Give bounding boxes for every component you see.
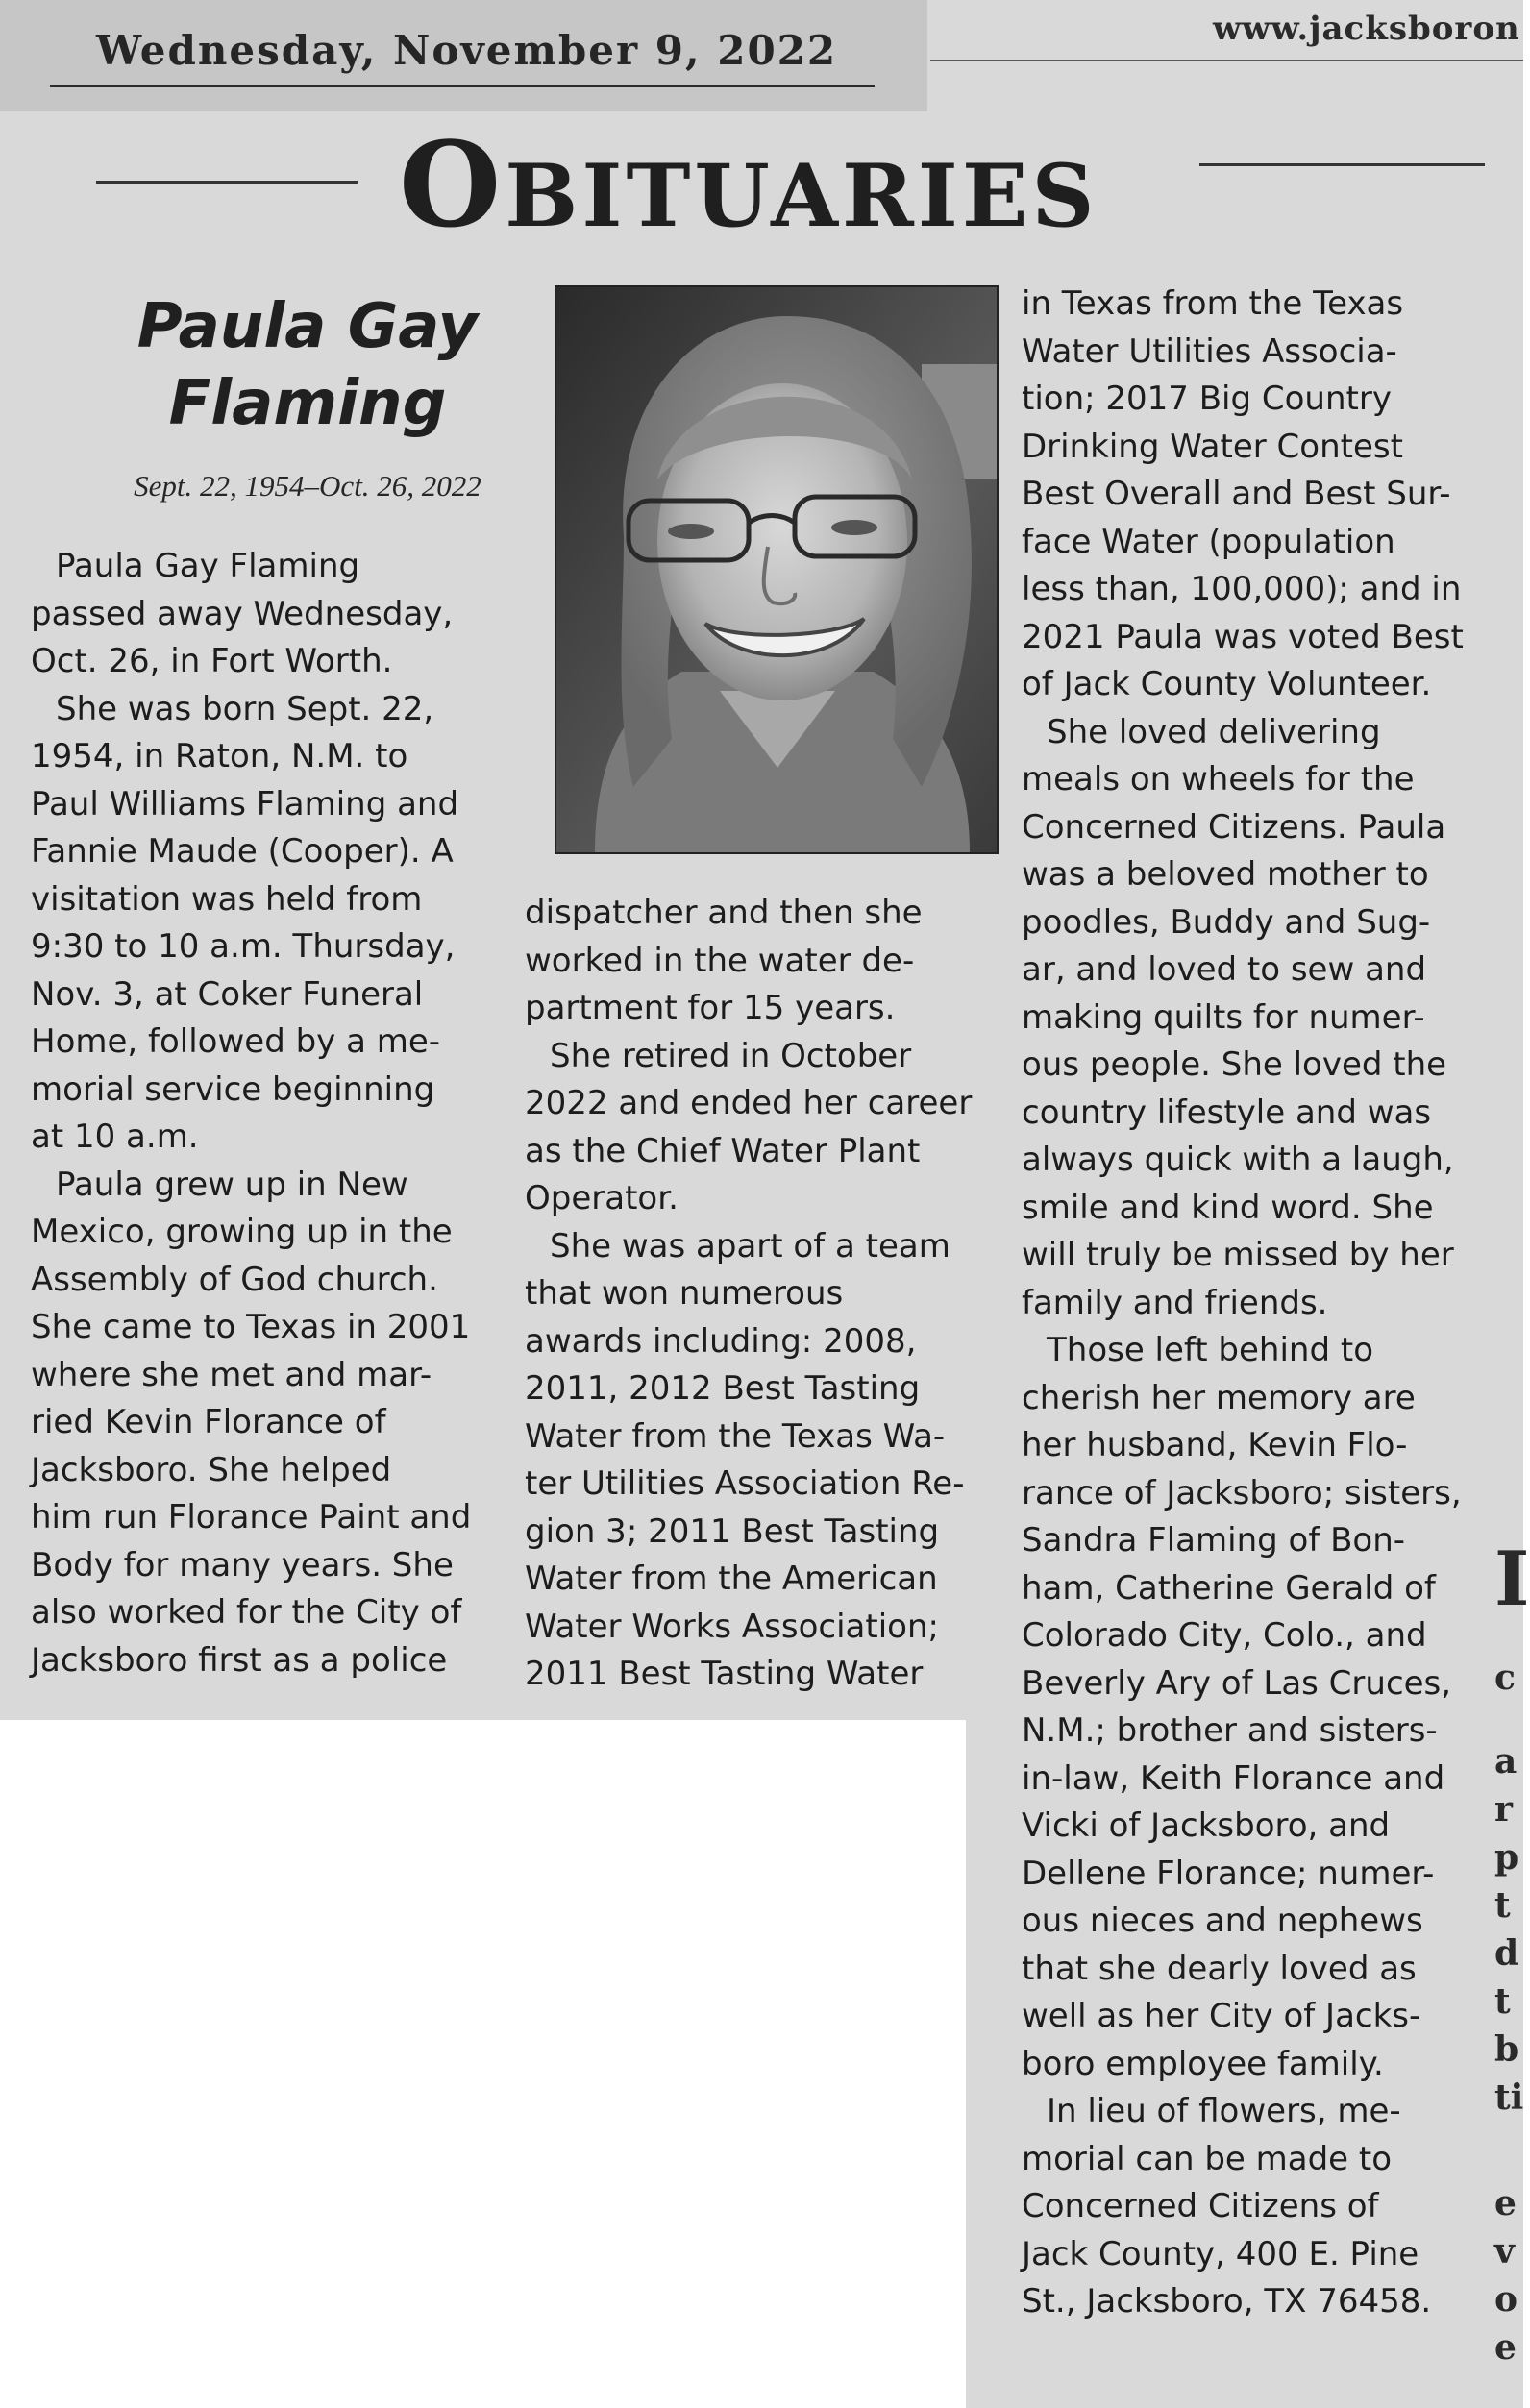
edge-fragment: t [1494, 1885, 1511, 1926]
edge-fragment: b [1494, 2029, 1519, 2070]
paragraph: She loved delivering meals on wheels for the Concerned Citizens. Paula was a beloved mother to poodles, Buddy and Sug- ar, and loved to sew and making quilts for numer- ous people. She loved the country lifestyle and was always quick with a laugh, smile and kind word. She will truly be missed by her family and friends. [1022, 712, 1454, 1322]
adjacent-column-fragment [1494, 1658, 1516, 1698]
edge-fragment: t [1494, 1981, 1511, 2022]
paragraph: She retired in October 2022 and ended her career as the Chief Water Plant Operator. [525, 1036, 973, 1217]
paragraph: Paula grew up in New Mexico, growing up in the Assembly of God church. She came to Texas in 2001 where she met and mar- ried Kevin Florance of Jacksboro. She helped him run Florance Paint and Body for many years. She also worked for the City of Jacksboro first as a police [31, 1165, 472, 1680]
life-dates: Sept. 22, 1954–Oct. 26, 2022 [134, 469, 481, 503]
portrait-photo [555, 285, 999, 854]
adjacent-column-fragment [1494, 2183, 1517, 2224]
heading-rule-left [96, 181, 358, 184]
adjacent-column-fragment [1494, 1536, 1530, 1623]
paragraph: dispatcher and then she worked in the water de- partment for 15 years. [525, 894, 923, 1027]
section-heading [399, 115, 1098, 259]
name-line-2: Flaming [168, 368, 447, 439]
obituary-column-1 [31, 543, 506, 1684]
paragraph: She was born Sept. 22, 1954, in Raton, N.M. to Paul Williams Flaming and Fannie Maude (Cooper). A visitation was held from 9:30 to 10 a.m. Thursday, Nov. 3, at Coker Funeral Home, followed by a me- morial service beginning at 10 a.m. [31, 689, 459, 1156]
edge-fragment: ti [1494, 2077, 1524, 2118]
paragraph: She was apart of a team that won numerous awards including: 2008, 2011, 2012 Best Tasting Water from the Texas Wa- ter Utilities Association Re- gion 3; 2011 Best Tasting Water from the American Water Works Association; 2011 Best Tasting Water [525, 1226, 965, 1693]
adjacent-column-fragment [1494, 2231, 1515, 2272]
heading-rest: BITUARIES [505, 145, 1098, 247]
adjacent-column-fragment [1494, 1741, 1517, 1781]
date-underline [50, 85, 875, 87]
adjacent-column-fragment [1494, 2077, 1523, 2118]
website-url: www.jacksboron [1213, 10, 1520, 48]
portrait-image [556, 287, 997, 852]
edge-fragment: v [1494, 2231, 1515, 2272]
name-line-1: Paula Gay [136, 291, 479, 362]
date-banner [0, 0, 927, 111]
heading-initial: O [399, 115, 506, 254]
paragraph: Paula Gay Flaming passed away Wednesday, Oct. 26, in Fort Worth. [31, 547, 454, 680]
paragraph: Those left behind to cherish her memory are her husband, Kevin Flo- rance of Jacksboro; sisters, Sandra Flaming of Bon- ham, Catherine Gerald of Colorado City, Colo., and Beverly Ary of Las Cruces, N.M.; brother and sisters- in-law, Keith Florance and Vicki of Jacksboro, and Dellene Florance; numer- ous nieces and nephews that she dearly loved as well as her City of Jacks- boro employee family. [1022, 1331, 1462, 2083]
header-rule [930, 60, 1523, 61]
issue-date: Wednesday, November 9, 2022 [96, 27, 838, 74]
edge-fragment: p [1494, 1837, 1519, 1878]
deceased-name [106, 288, 509, 442]
edge-fragment: I [1494, 1536, 1530, 1623]
adjacent-column-fragment [1494, 2029, 1518, 2070]
adjacent-column-fragment [1494, 1837, 1518, 1878]
obituary-column-2 [525, 890, 980, 1699]
paragraph: in Texas from the Texas Water Utilities Associa- tion; 2017 Big Country Drinking Water Contest Best Overall and Best Sur- face Water (population less than, 100,000); and in 2021 Paula was voted Best of Jack County Volunteer. [1022, 284, 1464, 703]
edge-fragment: d [1494, 1933, 1519, 1974]
edge-fragment: o [1494, 2279, 1518, 2320]
adjacent-column-fragment [1494, 2327, 1517, 2368]
edge-fragment: c [1494, 1658, 1516, 1698]
adjacent-column-fragment [1494, 1789, 1513, 1830]
edge-fragment: r [1494, 1789, 1513, 1830]
adjacent-column-fragment [1494, 1981, 1511, 2022]
edge-fragment: e [1494, 2327, 1517, 2368]
adjacent-column-fragment [1494, 1885, 1511, 1926]
paragraph: In lieu of flowers, me- morial can be made to Concerned Citizens of Jack County, 400 E. Pine St., Jacksboro, TX 76458. [1022, 2092, 1432, 2321]
adjacent-column-fragment [1494, 1933, 1518, 1974]
edge-fragment: e [1494, 2183, 1517, 2224]
heading-rule-right [1199, 163, 1485, 166]
edge-fragment: a [1494, 1741, 1518, 1781]
adjacent-column-fragment [1494, 2279, 1518, 2320]
obituary-column-3 [1022, 281, 1483, 2326]
